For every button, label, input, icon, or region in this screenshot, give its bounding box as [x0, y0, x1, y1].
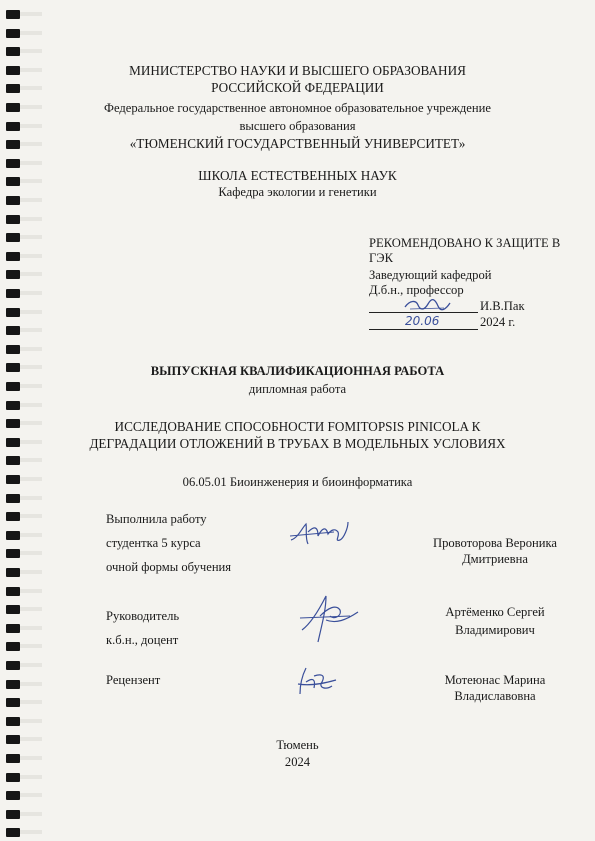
binding-hole: [6, 456, 20, 465]
binding-hole: [6, 215, 20, 224]
supervisor-name1: Артёменко Сергей: [445, 605, 545, 619]
supervisor-role2: к.б.н., доцент: [106, 633, 179, 647]
approval-line2: ГЭК: [369, 251, 393, 265]
date-line: [369, 329, 478, 330]
head-signature: [402, 296, 452, 314]
binding-hole: [6, 512, 20, 521]
binding-hole: [6, 624, 20, 633]
binding-hole: [6, 773, 20, 782]
approval-signature-name: И.В.Пак: [480, 299, 525, 313]
binding-hole: [6, 47, 20, 56]
binding-hole: [6, 326, 20, 335]
binding-hole: [6, 661, 20, 670]
supervisor-signature: [296, 590, 366, 646]
approval-degree: Д.б.н., профессор: [369, 283, 464, 297]
author-name2: Дмитриевна: [462, 552, 528, 566]
specialty: 06.05.01 Биоинженерия и биоинформатика: [182, 475, 413, 489]
author-name1: Провоторова Вероника: [432, 536, 557, 550]
binding-hole: [6, 828, 20, 837]
binding-hole: [6, 289, 20, 298]
binding-hole: [6, 810, 20, 819]
binding-hole: [6, 587, 20, 596]
ministry-line2: РОССИЙСКОЙ ФЕДЕРАЦИИ: [211, 80, 384, 95]
binding-hole: [6, 568, 20, 577]
author-role1: Выполнила работу: [106, 512, 207, 526]
reviewer-signature: [292, 664, 342, 702]
binding-hole: [6, 642, 20, 651]
binding-hole: [6, 717, 20, 726]
binding-hole: [6, 233, 20, 242]
city: Тюмень: [276, 738, 319, 752]
binding-hole: [6, 698, 20, 707]
approval-year: 2024 г.: [480, 315, 516, 329]
binding-hole: [6, 159, 20, 168]
approval-position: Заведующий кафедрой: [369, 268, 492, 282]
binding-hole: [6, 29, 20, 38]
institution-line1: Федеральное государственное автономное образовательное учреждение: [104, 101, 491, 115]
binding-hole: [6, 345, 20, 354]
binding-hole: [6, 401, 20, 410]
binding-hole: [6, 308, 20, 317]
reviewer-name2: Владиславовна: [454, 689, 536, 703]
binding-hole: [6, 494, 20, 503]
supervisor-name2: Владимирович: [455, 623, 535, 637]
university-name: «ТЮМЕНСКИЙ ГОСУДАРСТВЕННЫЙ УНИВЕРСИТЕТ»: [129, 136, 466, 151]
binding-hole: [6, 252, 20, 261]
institution-line2: высшего образования: [239, 119, 356, 133]
reviewer-name1: Мотеюнас Марина: [444, 673, 546, 687]
binding-hole: [6, 605, 20, 614]
binding-hole: [6, 791, 20, 800]
binding-hole: [6, 270, 20, 279]
author-signature: [288, 518, 358, 550]
author-role3: очной формы обучения: [106, 560, 232, 574]
handwritten-date: 20.06: [405, 314, 440, 328]
binding-hole: [6, 549, 20, 558]
work-type-title: ВЫПУСКНАЯ КВАЛИФИКАЦИОННАЯ РАБОТА: [150, 364, 445, 378]
year: 2024: [284, 755, 311, 769]
department-name: Кафедра экологии и генетики: [218, 185, 377, 199]
binding-hole: [6, 680, 20, 689]
work-type-subtitle: дипломная работа: [248, 382, 347, 396]
author-role2: студентка 5 курса: [106, 536, 201, 550]
school-name: ШКОЛА ЕСТЕСТВЕННЫХ НАУК: [198, 168, 397, 183]
reviewer-role: Рецензент: [106, 673, 161, 687]
topic-line1: ИССЛЕДОВАНИЕ СПОСОБНОСТИ FOMITOPSIS PINICOLA К: [114, 419, 481, 434]
binding-hole: [6, 531, 20, 540]
ministry-line1: МИНИСТЕРСТВО НАУКИ И ВЫСШЕГО ОБРАЗОВАНИЯ: [129, 63, 466, 78]
binding-hole: [6, 10, 20, 19]
supervisor-role1: Руководитель: [106, 609, 180, 623]
approval-line1: РЕКОМЕНДОВАНО К ЗАЩИТЕ В: [369, 236, 561, 250]
topic-line2: ДЕГРАДАЦИИ ОТЛОЖЕНИЙ В ТРУБАХ В МОДЕЛЬНЫХ УСЛОВИЯХ: [89, 436, 506, 451]
